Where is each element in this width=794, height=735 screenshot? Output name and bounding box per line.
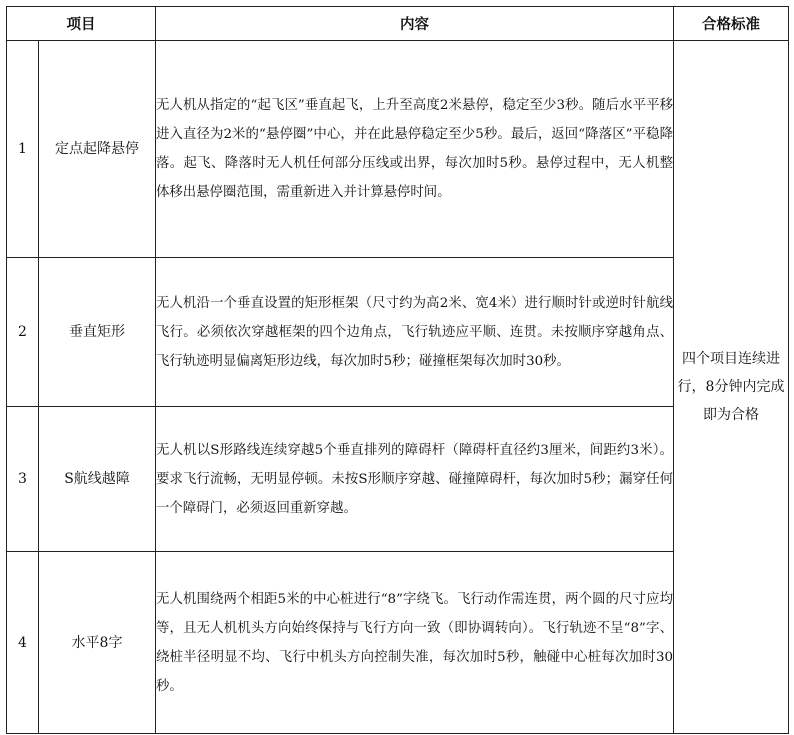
table-row bbox=[7, 258, 789, 407]
table-row bbox=[7, 552, 789, 734]
row-content: 无人机以S形路线连续穿越5个垂直排列的障碍杆（障碍杆直径约3厘米，间距约3米）。要求飞行流畅，无明显停顿。未按S形顺序穿越、碰撞障碍杆，每次加时5秒；漏穿任何一个障碍门，必须返回重新穿越。 bbox=[156, 407, 674, 552]
table-row bbox=[7, 41, 789, 258]
row-number: 2 bbox=[7, 258, 39, 407]
row-item-name: 垂直矩形 bbox=[39, 258, 156, 407]
row-number: 1 bbox=[7, 41, 39, 258]
header-row bbox=[7, 7, 789, 41]
row-item-name: 定点起降悬停 bbox=[39, 41, 156, 258]
row-content: 无人机从指定的“起飞区”垂直起飞，上升至高度2米悬停，稳定至少3秒。随后水平平移进入直径为2米的“悬停圈”中心，并在此悬停稳定至少5秒。最后，返回“降落区”平稳降落。起飞、降落时无人机任何部分压线或出界，每次加时5秒。悬停过程中，无人机整体移出悬停圈范围，需重新进入并计算悬停时间。 bbox=[156, 41, 674, 258]
header-item: 项目 bbox=[7, 7, 156, 41]
row-item-name: 水平8字 bbox=[39, 552, 156, 734]
row-number: 3 bbox=[7, 407, 39, 552]
row-content: 无人机沿一个垂直设置的矩形框架（尺寸约为高2米、宽4米）进行顺时针或逆时针航线飞行。必须依次穿越框架的四个边角点，飞行轨迹应平顺、连贯。未按顺序穿越角点、飞行轨迹明显偏离矩形边线，每次加时5秒；碰撞框架每次加时30秒。 bbox=[156, 258, 674, 407]
row-number: 4 bbox=[7, 552, 39, 734]
row-item-name: S航线越障 bbox=[39, 407, 156, 552]
header-content: 内容 bbox=[156, 7, 674, 41]
table-row bbox=[7, 407, 789, 552]
pass-standard: 四个项目连续进行，8分钟内完成即为合格 bbox=[674, 41, 789, 734]
requirements-table bbox=[6, 6, 789, 734]
header-standard: 合格标准 bbox=[674, 7, 789, 41]
row-content: 无人机围绕两个相距5米的中心桩进行“8”字绕飞。飞行动作需连贯，两个圆的尺寸应均等，且无人机机头方向始终保持与飞行方向一致（即协调转向）。飞行轨迹不呈“8”字、绕桩半径明显不均、飞行中机头方向控制失准，每次加时5秒，触碰中心桩每次加时30秒。 bbox=[156, 552, 674, 734]
